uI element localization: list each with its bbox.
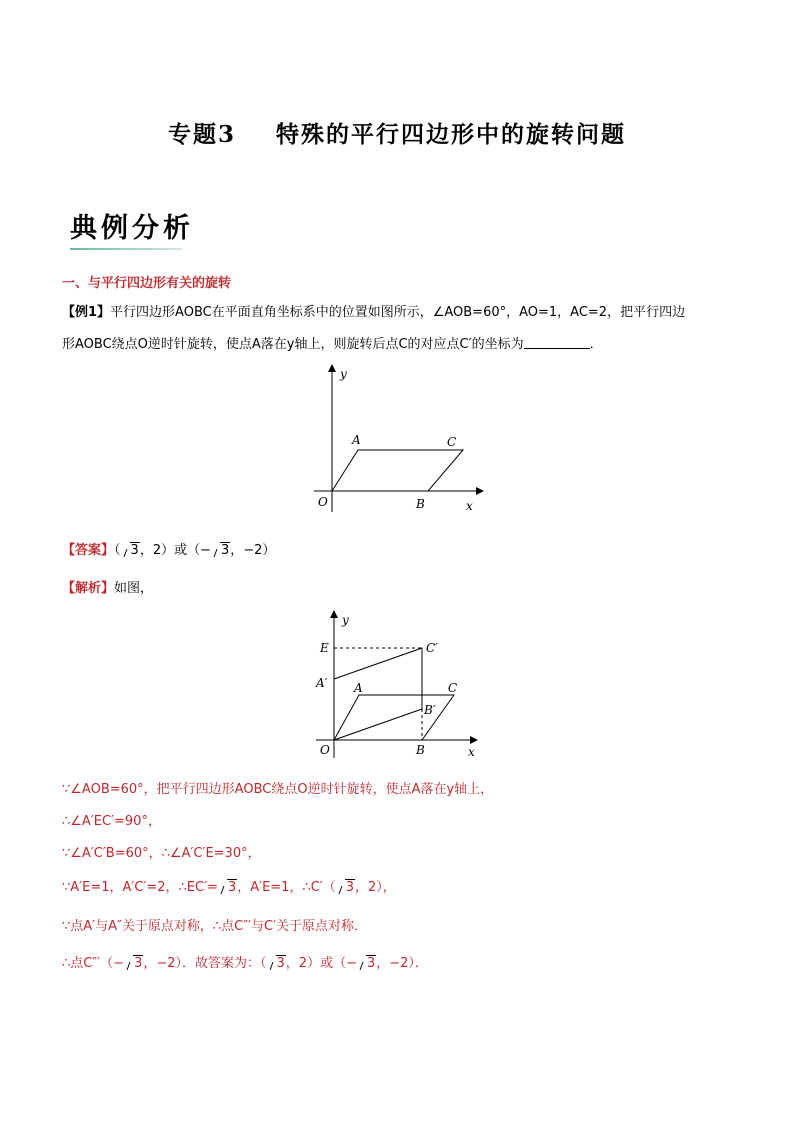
fig2-rotated-parallelogram	[334, 648, 422, 740]
fig2-label-a: A	[354, 681, 363, 695]
fig1-x-arrow	[476, 487, 484, 495]
sqrt-symbol	[357, 956, 376, 972]
solution-line-2: ∴∠A′EC′=90°，	[62, 814, 161, 829]
sqrt-symbol	[124, 956, 143, 972]
sqrt-radicand: 3	[227, 880, 237, 895]
sub-heading: 一、与平行四边形有关的旋转	[62, 276, 232, 291]
fig2-x-arrow	[470, 736, 478, 744]
section-heading: 典例分析	[70, 213, 194, 244]
fig2-label-e: E	[320, 641, 329, 655]
answer-part-2: ，2）或（−	[139, 543, 211, 558]
solution-line-3: ∵∠A′C′B=60°，∴∠A′C′E=30°，	[62, 846, 261, 861]
sqrt-symbol	[218, 880, 237, 896]
solution-line-4-part-c: ，2），	[355, 880, 396, 895]
example-tag: 【例1】	[62, 305, 111, 320]
figure-2-rotation-diagram	[304, 608, 504, 768]
fig2-label-c2: C′	[426, 641, 438, 655]
example-text-1: 平行四边形AOBC在平面直角坐标系中的位置如图所示，∠AOB=60°，AO=1，AC=2，把平行四边	[110, 305, 686, 320]
fig2-label-x: x	[468, 745, 475, 759]
fig1-label-b: B	[416, 497, 425, 511]
fig1-label-c: C	[447, 435, 457, 449]
analysis-line	[62, 581, 153, 597]
solution-line-5: ∵点A′与A″关于原点对称，∴点C″′与C′关于原点对称．	[62, 919, 368, 934]
fig2-y-arrow	[330, 610, 338, 618]
solution-line-6-part-b: ，−2）．故答案为：（	[143, 956, 267, 971]
fig2-label-b2: B′	[424, 703, 436, 717]
analysis-text: 如图，	[114, 581, 154, 596]
title-topic-name: 特殊的平行四边形中的旋转问题	[276, 121, 626, 148]
answer-blank	[524, 336, 590, 349]
example-line-1	[62, 305, 685, 321]
fig2-label-a2: A′	[316, 676, 328, 690]
sqrt-symbol	[267, 956, 286, 972]
solution-line-4-part-b: ，A′E=1，∴C′（	[237, 880, 336, 895]
sqrt-radicand: 3	[366, 956, 376, 971]
answer-part-1: （	[114, 543, 121, 558]
solution-line-6	[62, 956, 428, 972]
answer-part-3: ，−2）	[230, 543, 276, 558]
solution-line-6-part-c: ，2）或（−	[285, 956, 357, 971]
fig1-label-a: A	[352, 433, 361, 447]
example-line-2	[62, 336, 603, 353]
page-title	[0, 116, 794, 149]
solution-line-6-part-a: ∴点C″′（−	[62, 956, 125, 971]
sqrt-radicand: 3	[276, 956, 285, 971]
example-text-2: 形AOBC绕点O逆时针旋转，使点A落在y轴上，则旋转后点C的对应点C′的坐标为	[62, 337, 524, 352]
answer-tag: 【答案】	[62, 543, 115, 558]
solution-line-1: ∵∠AOB=60°，把平行四边形AOBC绕点O逆时针旋转，使点A落在y轴上，	[62, 782, 494, 797]
title-topic-number: 专题3	[167, 121, 236, 148]
analysis-tag: 【解析】	[62, 581, 115, 596]
fig2-label-b: B	[416, 743, 425, 757]
solution-line-6-part-d: ，−2）．	[376, 956, 428, 971]
solution-line-4-part-a: ∵A′E=1，A′C′=2，∴EC′=	[62, 880, 218, 895]
fig2-label-c: C	[448, 681, 458, 695]
sqrt-symbol	[121, 543, 140, 559]
fig1-y-arrow	[328, 364, 336, 372]
fig1-parallelogram-aobc	[332, 450, 463, 491]
fig2-label-y: y	[342, 613, 349, 627]
sqrt-radicand: 3	[220, 543, 230, 558]
sqrt-symbol	[336, 880, 355, 896]
fig1-label-y: y	[340, 367, 347, 381]
heading-underline	[70, 248, 182, 250]
figure-1-coordinate-diagram	[300, 362, 500, 522]
sqrt-radicand: 3	[345, 880, 355, 895]
sqrt-radicand: 3	[130, 543, 139, 558]
fig1-label-o: O	[318, 495, 328, 509]
sqrt-symbol	[211, 543, 230, 559]
solution-line-4	[62, 880, 396, 896]
example-text-2-end: ．	[589, 337, 603, 352]
answer-line	[62, 543, 275, 559]
fig1-label-x: x	[466, 499, 473, 513]
sqrt-radicand: 3	[134, 956, 143, 971]
fig2-label-o: O	[320, 743, 330, 757]
